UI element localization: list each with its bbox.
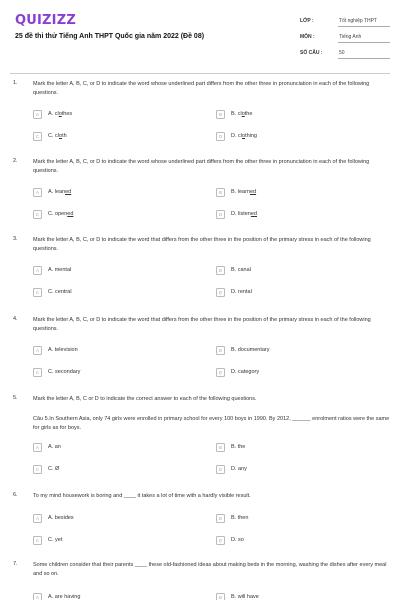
option-d[interactable] bbox=[216, 367, 259, 377]
option-letter-box: D bbox=[216, 210, 225, 219]
option-a[interactable] bbox=[33, 187, 71, 197]
question-number: 2. bbox=[13, 158, 18, 164]
question-number: 4. bbox=[13, 316, 18, 322]
option-text bbox=[231, 515, 248, 521]
option-d[interactable] bbox=[216, 535, 244, 545]
option-text-part: B. learn bbox=[231, 189, 250, 195]
option-letter-box: C bbox=[33, 288, 42, 297]
option-a[interactable] bbox=[33, 442, 61, 452]
option-underlined-part: o bbox=[58, 111, 62, 117]
option-a[interactable] bbox=[33, 345, 78, 355]
option-text-part: the bbox=[244, 111, 253, 117]
option-text-part: B. documentary bbox=[231, 347, 270, 353]
option-text bbox=[231, 189, 256, 195]
option-text bbox=[48, 189, 71, 195]
option-letter-box: A bbox=[33, 346, 42, 355]
option-letter-box: A bbox=[33, 266, 42, 275]
option-text bbox=[231, 289, 252, 295]
option-d[interactable] bbox=[216, 287, 252, 297]
option-text-part: A. lean bbox=[48, 189, 66, 195]
option-text bbox=[231, 133, 257, 139]
option-text bbox=[231, 594, 259, 600]
question-1 bbox=[0, 80, 400, 143]
option-letter-box: B bbox=[216, 443, 225, 452]
option-text-part: A. an bbox=[48, 444, 61, 450]
option-text bbox=[48, 111, 72, 117]
question-subtext: Câu 5.In Southern Asia, only 74 girls were enrolled in primary school for every 100 boys in 1990. By 2012, ______ enrolment ratios were the same for girls as for boys. bbox=[33, 416, 390, 431]
option-letter-box: B bbox=[216, 266, 225, 275]
meta-key: SỐ CÂU : bbox=[300, 50, 323, 56]
option-text-part: D. so bbox=[231, 537, 244, 543]
meta-row-subject bbox=[300, 29, 390, 45]
option-text bbox=[231, 444, 245, 450]
question-text: Some children consider that their parents ____ these old-fashioned ideas about making beds in the morning, washing the dishes after every meal and so on. bbox=[33, 562, 387, 577]
option-underlined-part: ed bbox=[65, 189, 72, 195]
option-text bbox=[231, 347, 270, 353]
meta-value: Tốt nghiệp THPT bbox=[338, 15, 390, 27]
option-letter-box: A bbox=[33, 593, 42, 600]
option-text-part: A. cl bbox=[48, 111, 59, 117]
question-text: Mark the letter A, B, C, or D to indicate the word that differs from the other three in the position of the primary stress in each of the following questions. bbox=[33, 237, 371, 252]
option-text-part: C. cl bbox=[48, 133, 59, 139]
option-text-part: thes bbox=[61, 111, 73, 117]
option-text-part: B. will have bbox=[231, 594, 259, 600]
option-letter-box: A bbox=[33, 188, 42, 197]
option-underlined-part: o bbox=[241, 111, 245, 117]
question-number: 7. bbox=[13, 561, 18, 567]
option-letter-box: B bbox=[216, 514, 225, 523]
option-text bbox=[48, 347, 78, 353]
option-text-part: B. canal bbox=[231, 267, 251, 273]
option-c[interactable] bbox=[33, 535, 62, 545]
option-letter-box: A bbox=[33, 443, 42, 452]
option-letter-box: C bbox=[33, 132, 42, 141]
option-text-part: D. rental bbox=[231, 289, 252, 295]
option-underlined-part: ed bbox=[249, 189, 257, 195]
option-text-part: D. cl bbox=[231, 133, 242, 139]
option-text-part: A. mental bbox=[48, 267, 72, 273]
option-letter-box: C bbox=[33, 536, 42, 545]
meta-value: Tiếng Anh bbox=[338, 31, 390, 43]
option-letter-box: B bbox=[216, 593, 225, 600]
meta-key: MÔN : bbox=[300, 34, 315, 40]
option-text-part: D. any bbox=[231, 466, 247, 472]
meta-row-class bbox=[300, 13, 390, 29]
option-text-part: B. the bbox=[231, 444, 246, 450]
question-text: Mark the letter A, B, C, or D to indicate the word whose underlined part differs from the other three in pronunciation in each of the following questions. bbox=[33, 81, 370, 96]
option-text bbox=[231, 211, 257, 217]
option-a[interactable] bbox=[33, 513, 74, 523]
option-text-part: C. central bbox=[48, 289, 72, 295]
option-text bbox=[48, 369, 80, 375]
question-number: 3. bbox=[13, 236, 18, 242]
option-text bbox=[48, 133, 67, 139]
option-letter-box: D bbox=[216, 536, 225, 545]
option-text-part: D. listen bbox=[231, 211, 251, 217]
option-text-part: C. yet bbox=[48, 537, 63, 543]
question-number: 1. bbox=[13, 80, 18, 86]
option-b[interactable] bbox=[216, 592, 259, 600]
question-text: To my mind housework is boring and ____ it takes a lot of time with a hardly visible result. bbox=[33, 493, 251, 499]
option-a[interactable] bbox=[33, 265, 71, 275]
option-c[interactable] bbox=[33, 209, 73, 219]
option-text-part: C. Ø bbox=[48, 466, 60, 472]
question-6 bbox=[0, 492, 400, 547]
question-7 bbox=[0, 561, 400, 600]
option-letter-box: C bbox=[33, 368, 42, 377]
option-text bbox=[48, 444, 61, 450]
meta-row-count bbox=[300, 45, 390, 61]
option-c[interactable] bbox=[33, 131, 67, 141]
option-d[interactable] bbox=[216, 209, 257, 219]
option-underlined-part: o bbox=[59, 133, 63, 139]
worksheet-header bbox=[0, 0, 400, 70]
option-letter-box: D bbox=[216, 368, 225, 377]
option-b[interactable] bbox=[216, 345, 270, 355]
option-text-part: A. television bbox=[48, 347, 78, 353]
option-text bbox=[231, 537, 244, 543]
option-text-part: thing bbox=[245, 133, 257, 139]
option-text-part: A. besides bbox=[48, 515, 74, 521]
option-letter-box: D bbox=[216, 132, 225, 141]
option-text bbox=[48, 515, 74, 521]
question-number: 5. bbox=[13, 395, 18, 401]
option-text-part: A. are having bbox=[48, 594, 81, 600]
option-underlined-part: ed bbox=[250, 211, 257, 217]
question-text: Mark the letter A, B, C, or D to indicate the word that differs from the other three in the position of the primary stress in each of the following questions. bbox=[33, 317, 371, 332]
option-text-part: C. open bbox=[48, 211, 68, 217]
option-b[interactable] bbox=[216, 265, 251, 275]
option-text bbox=[48, 594, 80, 600]
option-text bbox=[48, 289, 72, 295]
option-text bbox=[231, 267, 251, 273]
option-text bbox=[231, 369, 259, 375]
option-text-part: B. then bbox=[231, 515, 249, 521]
option-c[interactable] bbox=[33, 367, 80, 377]
header-divider bbox=[10, 73, 390, 74]
question-4 bbox=[0, 316, 400, 379]
option-letter-box: A bbox=[33, 110, 42, 119]
option-b[interactable] bbox=[216, 442, 245, 452]
option-letter-box: B bbox=[216, 188, 225, 197]
option-b[interactable] bbox=[216, 109, 252, 119]
meta-key: LỚP : bbox=[300, 18, 314, 24]
option-text bbox=[48, 537, 62, 543]
option-text bbox=[48, 211, 73, 217]
option-letter-box: D bbox=[216, 465, 225, 474]
option-text-part: th bbox=[62, 133, 67, 139]
option-b[interactable] bbox=[216, 187, 256, 197]
option-b[interactable] bbox=[216, 513, 248, 523]
option-text bbox=[48, 267, 71, 273]
option-letter-box: B bbox=[216, 110, 225, 119]
quizizz-logo: QUIZIZZ bbox=[15, 13, 76, 28]
question-number: 6. bbox=[13, 492, 18, 498]
option-d[interactable] bbox=[216, 131, 257, 141]
worksheet-title: 25 đề thi thử Tiếng Anh THPT Quốc gia năm 2022 (Đề 08) bbox=[15, 33, 205, 40]
option-d[interactable] bbox=[216, 464, 247, 474]
option-c[interactable] bbox=[33, 287, 72, 297]
question-5 bbox=[0, 395, 400, 476]
option-letter-box: D bbox=[216, 288, 225, 297]
option-text bbox=[231, 111, 252, 117]
option-text bbox=[48, 466, 59, 472]
option-a[interactable] bbox=[33, 109, 72, 119]
question-text: Mark the letter A, B, C or D to indicate the correct answer to each of the following questions. bbox=[33, 396, 257, 402]
question-text: Mark the letter A, B, C, or D to indicate the word whose underlined part differs from the other three in pronunciation in each of the following questions. bbox=[33, 159, 370, 174]
worksheet-meta bbox=[300, 13, 390, 61]
option-letter-box: A bbox=[33, 514, 42, 523]
option-underlined-part: o bbox=[242, 133, 246, 139]
option-text-part: D. category bbox=[231, 369, 260, 375]
meta-value: 50 bbox=[338, 47, 390, 59]
option-letter-box: C bbox=[33, 465, 42, 474]
option-text-part: C. secondary bbox=[48, 369, 81, 375]
option-text-part: B. cl bbox=[231, 111, 242, 117]
option-c[interactable] bbox=[33, 464, 59, 474]
option-underlined-part: ed bbox=[67, 211, 74, 217]
option-text bbox=[231, 466, 247, 472]
option-letter-box: C bbox=[33, 210, 42, 219]
question-2 bbox=[0, 158, 400, 221]
option-letter-box: B bbox=[216, 346, 225, 355]
option-a[interactable] bbox=[33, 592, 80, 600]
question-3 bbox=[0, 236, 400, 299]
